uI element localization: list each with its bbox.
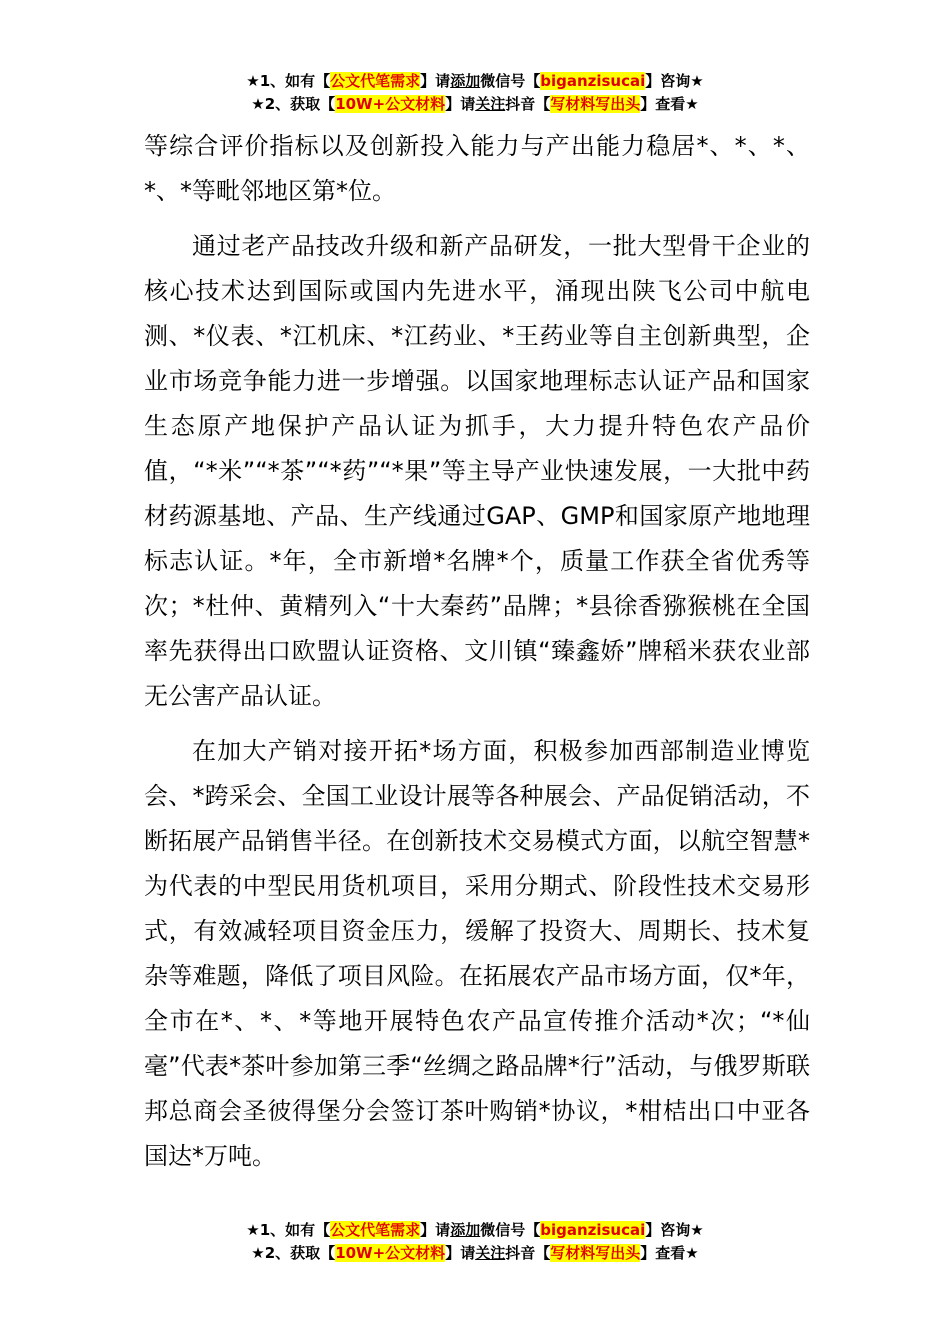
banner-text: 抖音【 (505, 95, 551, 113)
footer-banner-line-2 (0, 1242, 950, 1265)
banner-highlight: 公文代笔需求 (330, 1221, 421, 1239)
banner-text: ★2、获取【 (251, 95, 336, 113)
banner-underline: 添加 (450, 1221, 481, 1239)
document-body (144, 124, 810, 1179)
banner-highlight: 10W+公文材料 (335, 95, 446, 113)
banner-highlight-douyin-id: 写材料写出头 (550, 1244, 641, 1262)
banner-text: 微信号【 (480, 72, 541, 90)
banner-text: 】请 (420, 72, 451, 90)
banner-highlight-wechat-id: biganzisucai (540, 1221, 646, 1239)
header-banner (0, 70, 950, 116)
banner-text: 】请 (420, 1221, 451, 1239)
banner-text: 抖音【 (505, 1244, 551, 1262)
banner-underline: 添加 (450, 72, 481, 90)
banner-highlight-wechat-id: biganzisucai (540, 72, 646, 90)
banner-text: ★1、如有【 (246, 1221, 331, 1239)
header-banner-line-1 (0, 70, 950, 93)
banner-text: 】查看★ (640, 95, 699, 113)
banner-text: 】请 (445, 95, 476, 113)
footer-banner-line-1 (0, 1219, 950, 1242)
banner-text: ★1、如有【 (246, 72, 331, 90)
banner-text: 微信号【 (480, 1221, 541, 1239)
banner-text: 】请 (445, 1244, 476, 1262)
footer-banner (0, 1219, 950, 1265)
banner-text: 】咨询★ (645, 1221, 704, 1239)
banner-underline: 关注 (475, 95, 506, 113)
paragraph: 通过老产品技改升级和新产品研发，一批大型骨干企业的核心技术达到国际或国内先进水平，涌现出陕飞公司中航电测、*仪表、*江机床、*江药业、*王药业等自主创新典型，企业市场竞争能力进一步增强。以国家地理标志认证产品和国家生态原产地保护产品认证为抓手，大力提升特色农产品价值，“*米”“*茶”“*药”“*果”等主导产业快速发展，一大批中药材药源基地、产品、生产线通过GAP、GMP和国家原产地地理标志认证。*年，全市新增*名牌*个，质量工作获全省优秀等次；*杜仲、黄精列入“十大秦药”品牌；*县徐香猕猴桃在全国率先获得出口欧盟认证资格、文川镇“臻鑫娇”牌稻米获农业部无公害产品认证。 (144, 232, 810, 710)
header-banner-line-2 (0, 93, 950, 116)
banner-highlight-douyin-id: 写材料写出头 (550, 95, 641, 113)
paragraph: 在加大产销对接开拓*场方面，积极参加西部制造业博览会、*跨采会、全国工业设计展等各种展会、产品促销活动，不断拓展产品销售半径。在创新技术交易模式方面，以航空智慧*为代表的中型民用货机项目，采用分期式、阶段性技术交易形式，有效减轻项目资金压力，缓解了投资大、周期长、技术复杂等难题，降低了项目风险。在拓展农产品市场方面，仅*年，全市在*、*、*等地开展特色农产品宣传推介活动*次；“*仙毫”代表*茶叶参加第三季“丝绸之路品牌*行”活动，与俄罗斯联邦总商会圣彼得堡分会签订茶叶购销*协议，*柑桔出口中亚各国达*万吨。 (144, 737, 810, 1170)
paragraph-continued: 等综合评价指标以及创新投入能力与产出能力稳居*、*、*、*、*等毗邻地区第*位。 (144, 132, 810, 205)
banner-highlight: 10W+公文材料 (335, 1244, 446, 1262)
banner-underline: 关注 (475, 1244, 506, 1262)
banner-text: 】查看★ (640, 1244, 699, 1262)
banner-highlight: 公文代笔需求 (330, 72, 421, 90)
banner-text: ★2、获取【 (251, 1244, 336, 1262)
banner-text: 】咨询★ (645, 72, 704, 90)
